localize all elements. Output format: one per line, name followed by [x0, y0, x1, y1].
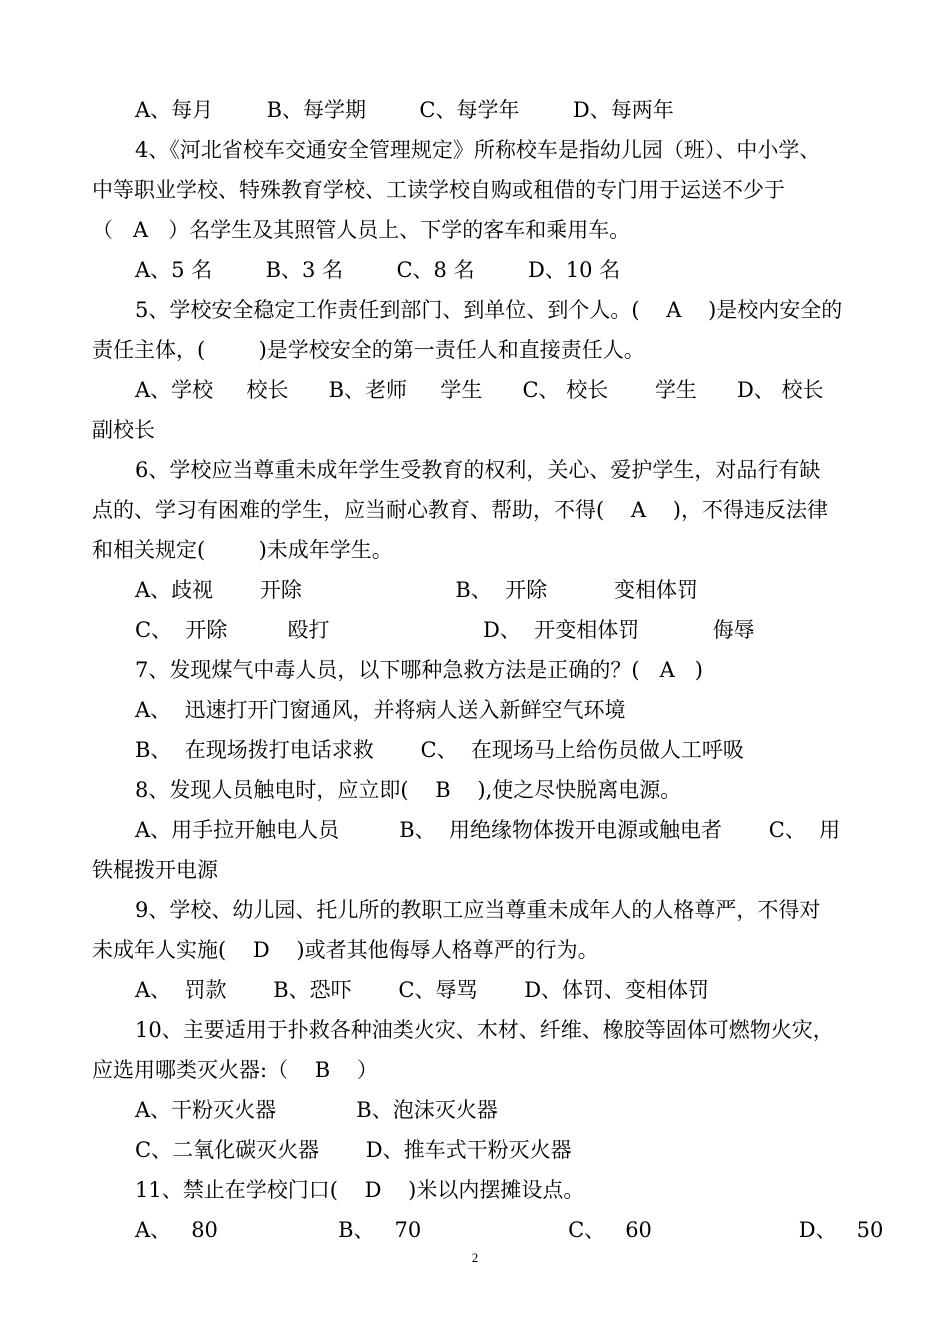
question-4-line-2: 中等职业学校、特殊教育学校、工读学校自购或租借的专门用于运送不少于	[92, 178, 785, 202]
options-q9: A、 罚款 B、恐吓 C、辱骂 D、体罚、变相体罚	[135, 978, 710, 1002]
question-5-line-1: 5、学校安全稳定工作责任到部门、到单位、到个人。( A )是校内安全的	[135, 298, 843, 322]
options-q11: A、 80 B、 70 C、 60 D、 50	[135, 1218, 884, 1242]
options-q6-line-1: A、歧视 开除 B、 开除 变相体罚	[135, 578, 698, 602]
question-9-line-1: 9、学校、幼儿园、托儿所的教职工应当尊重未成年人的人格尊严，不得对	[135, 898, 821, 922]
options-q4: A、5 名 B、3 名 C、8 名 D、10 名	[135, 258, 621, 282]
question-7: 7、发现煤气中毒人员，以下哪种急救方法是正确的？( A )	[135, 658, 703, 682]
question-9-line-2: 未成年人实施( D )或者其他侮辱人格尊严的行为。	[92, 938, 599, 962]
options-q6-line-2: C、 开除 殴打 D、 开变相体罚 侮辱	[135, 618, 755, 642]
question-6-line-1: 6、学校应当尊重未成年学生受教育的权利，关心、爱护学生，对品行有缺	[135, 458, 821, 482]
question-10-line-1: 10、主要适用于扑救各种油类火灾、木材、纤维、橡胶等固体可燃物火灾，	[135, 1018, 834, 1042]
options-q5-line-2: 副校长	[92, 418, 155, 442]
question-5-line-2: 责任主体，( )是学校安全的第一责任人和直接责任人。	[92, 338, 645, 362]
question-11: 11、禁止在学校门口( D )米以内摆摊设点。	[135, 1178, 585, 1202]
options-q10-line-1: A、干粉灭火器 B、泡沫灭火器	[135, 1098, 498, 1122]
question-10-line-2: 应选用哪类灭火器:（ B ）	[92, 1058, 378, 1082]
options-q8-line-1: A、用手拉开触电人员 B、 用绝缘物体拨开电源或触电者 C、 用	[135, 818, 841, 842]
options-q7-line-1: A、 迅速打开门窗通风，并将病人送入新鲜空气环境	[135, 698, 626, 722]
options-q7-line-2: B、 在现场拨打电话求救 C、 在现场马上给伤员做人工呼吸	[135, 738, 744, 762]
page-number: 2	[471, 1250, 479, 1265]
options-q10-line-2: C、二氧化碳灭火器 D、推车式干粉灭火器	[135, 1138, 572, 1162]
question-6-line-2: 点的、学习有困难的学生，应当耐心教育、帮助，不得( A )，不得违反法律	[92, 498, 828, 522]
options-q3: A、每月 B、每学期 C、每学年 D、每两年	[135, 98, 674, 122]
question-4-line-1: 4、《河北省校车交通安全管理规定》所称校车是指幼儿园（班）、中小学、	[135, 138, 821, 162]
question-8: 8、发现人员触电时，应立即( B ),使之尽快脱离电源。	[135, 778, 682, 802]
options-q8-line-2: 铁棍拨开电源	[92, 858, 218, 882]
question-4-line-3: （ A ）名学生及其照管人员上、下学的客车和乘用车。	[92, 218, 631, 242]
question-6-line-3: 和相关规定( )未成年学生。	[92, 538, 393, 562]
options-q5-line-1: A、学校 校长 B、老师 学生 C、 校长 学生 D、 校长	[135, 378, 824, 402]
